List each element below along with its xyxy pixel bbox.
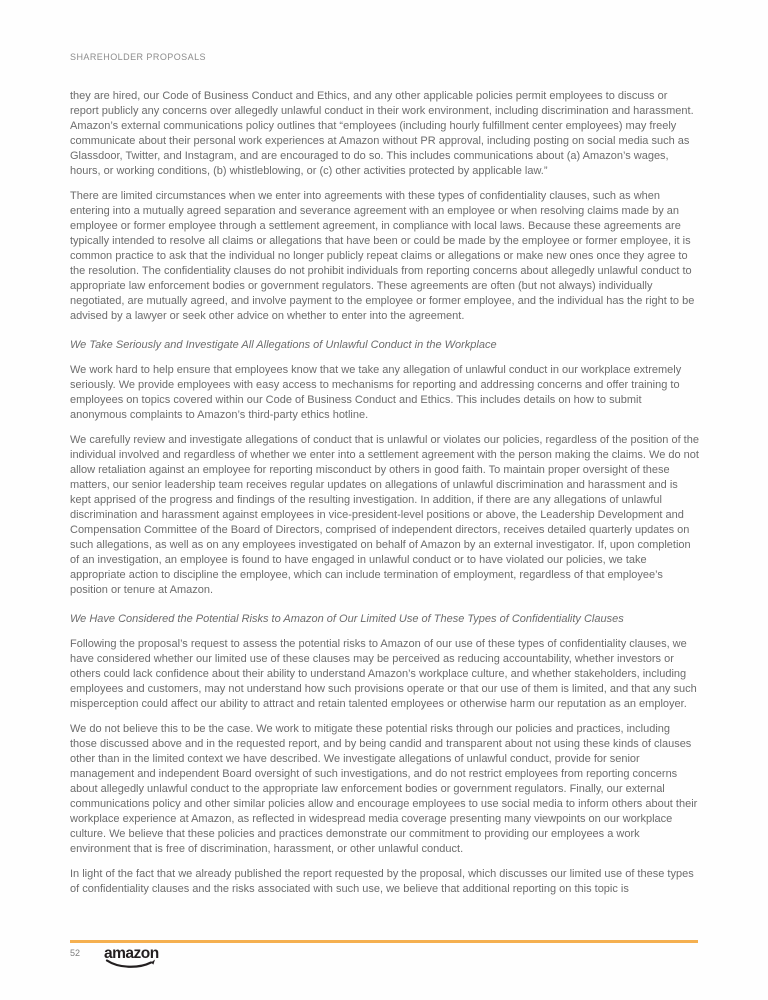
paragraph-cutoff: In light of the fact that we already published the report requested by the proposal, which discusses our limited use of these types of confidentiality clauses and the risks associated with such use, we believe that additional reporting on this topic is: [70, 868, 694, 895]
section-header: SHAREHOLDER PROPOSALS: [70, 52, 206, 62]
paragraph: We carefully review and investigate allegations of conduct that is unlawful or violates our policies, regardless of the position of the individual involved and regardless of whether we enter into a settlement agreement with the person making the claims. We do not allow retaliation against an employee for reporting misconduct by others in good faith. To maintain proper oversight of these matters, our senior leadership team receives regular updates on allegations of unlawful discrimination and harassment and is kept apprised of the progress and findings of the resulting investigation. In addition, if there are any allegations of unlawful discrimination and harassment against employees in vice-president-level positions or above, the Leadership Development and Compensation Committee of the Board of Directors, comprised of independent directors, receives detailed quarterly updates on such allegations, as well as on any employees investigated on behalf of Amazon by an external investigator. If, upon completion of an investigation, an employee is found to have engaged in unlawful conduct or to have violated our policies, we take appropriate action to discipline the employee, which can include termination of employment, regardless of that employee’s position or tenure at Amazon.: [70, 434, 699, 596]
subheading-risks: We Have Considered the Potential Risks to Amazon of Our Limited Use of These Types of Confidentiality Clauses: [70, 613, 624, 625]
paragraph: We do not believe this to be the case. We work to mitigate these potential risks through our policies and practices, including those discussed above and in the requested report, and by being candid and transparent about not using these kinds of clauses other than in the limited context we have described. We investigate allegations of unlawful conduct, provide for senior management and independent Board oversight of such investigations, and do not restrict employees from reporting concerns about allegedly unlawful conduct to the appropriate law enforcement bodies or government regulators. Finally, our external communications policy and other similar policies allow and encourage employees to use social media to inform others about their workplace experience at Amazon, as reflected in widespread media coverage presenting many viewpoints on our workplace culture. We believe that these policies and practices demonstrate our commitment to providing our employees a work environment that is free of discrimination, harassment, or other unlawful conduct.: [70, 723, 698, 855]
amazon-smile-icon: [105, 959, 157, 969]
subheading-investigate: We Take Seriously and Investigate All Allegations of Unlawful Conduct in the Workplace: [70, 339, 497, 351]
amazon-logo: [104, 946, 164, 970]
amazon-logo-text: amazon: [104, 945, 159, 962]
paragraph: Following the proposal’s request to assess the potential risks to Amazon of our use of these types of confidentiality clauses, we have considered whether our limited use of these clauses may be perceived as reducing accountability, whether investors or others could lack confidence about their ability to understand Amazon’s workplace culture, and whether stakeholders, including employees and customers, may not understand how such provisions operate or that our use of them is limited, and that any such misperception could affect our ability to attract and retain talented employees or otherwise harm our reputation as an employer.: [70, 638, 697, 710]
paragraph: There are limited circumstances when we enter into agreements with these types of confidentiality clauses, such as when entering into a mutually agreed separation and severance agreement with an employee or when resolving claims made by an employee or former employee through a settlement agreement, in compliance with local laws. Because these agreements are typically intended to resolve all claims or allegations that have been or could be made by the employee or former employee, it is common practice to ask that the individual no longer publicly repeat claims or allegations or make new ones once they agree to the resolution. The confidentiality clauses do not prohibit individuals from reporting concerns about allegedly unlawful conduct to appropriate law enforcement bodies or government regulators. These agreements are often (but not always) individually negotiated, are mutually agreed, and involve payment to the employee or former employee, and the individual has the right to be advised by a lawyer or seek other advice on whether to enter into the agreement.: [70, 190, 695, 322]
document-body: [70, 89, 699, 907]
footer-divider: [70, 940, 698, 943]
paragraph-continuation: they are hired, our Code of Business Conduct and Ethics, and any other applicable policies permit employees to discuss or report publicly any concerns over allegedly unlawful conduct in their work environment, including discrimination and harassment. Amazon’s external communications policy outlines that “employees (including hourly fulfillment center employees) may freely communicate about their personal work experiences at Amazon without PR approval, including posting on social media such as Glassdoor, Twitter, and Instagram, and are encouraged to do so. This includes communications about (a) Amazon’s wages, hours, or working conditions, (b) whistleblowing, or (c) other activities protected by applicable law.”: [70, 90, 694, 177]
page-number: 52: [70, 948, 81, 958]
paragraph: We work hard to help ensure that employees know that we take any allegation of unlawful conduct in our workplace extremely seriously. We provide employees with easy access to mechanisms for reporting and addressing concerns and offer training to employees on topics covered within our Code of Business Conduct and Ethics. This includes details on how to submit anonymous complaints to Amazon’s third-party ethics hotline.: [70, 364, 682, 421]
